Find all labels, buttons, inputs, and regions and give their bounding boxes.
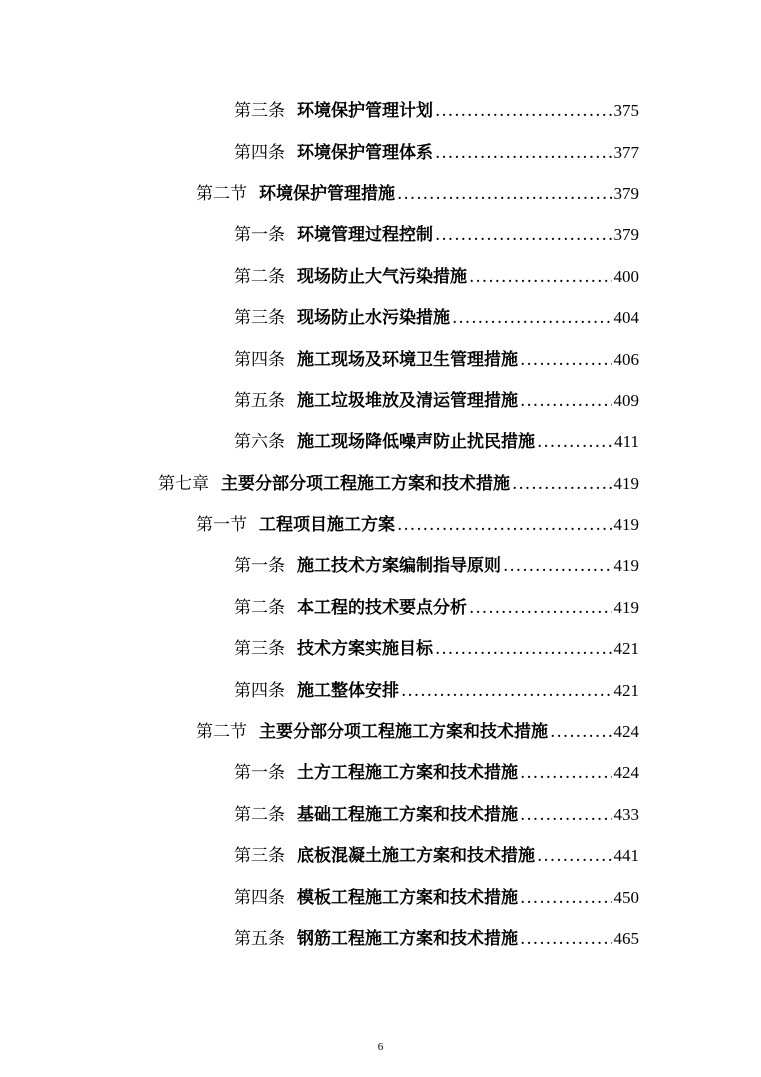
toc-entry[interactable] [0, 502, 761, 543]
toc-dot-leader [520, 763, 612, 783]
toc-entry-page: 375 [613, 101, 639, 121]
toc-entry[interactable] [0, 585, 761, 626]
toc-entry[interactable] [0, 295, 761, 336]
toc-dot-leader [520, 888, 612, 908]
toc-entry-title: 基础工程施工方案和技术措施 [297, 804, 518, 825]
toc-entry-title: 施工整体安排 [297, 680, 399, 701]
toc-entry-number: 第二条 [234, 597, 285, 618]
toc-entry[interactable] [0, 88, 761, 129]
toc-dot-leader [435, 143, 612, 163]
toc-entry[interactable] [0, 667, 761, 708]
toc-entry-page: 421 [613, 639, 639, 659]
toc-entry-title: 施工技术方案编制指导原则 [297, 556, 501, 577]
toc-entry-number: 第七章 [158, 473, 209, 494]
toc-entry[interactable] [0, 916, 761, 957]
toc-entry[interactable] [0, 212, 761, 253]
toc-entry[interactable] [0, 129, 761, 170]
toc-entry[interactable] [0, 750, 761, 791]
toc-entry-page: 411 [614, 432, 639, 452]
toc-dot-leader [435, 639, 612, 659]
toc-dot-leader [537, 432, 612, 452]
toc-entry-number: 第二节 [196, 183, 247, 204]
page-number: 6 [377, 1041, 384, 1053]
toc-entry-number: 第一条 [234, 763, 285, 784]
toc-dot-leader [520, 391, 612, 411]
toc-dot-leader [503, 556, 612, 576]
toc-entry[interactable] [0, 336, 761, 377]
toc-dot-leader [469, 267, 612, 287]
toc-entry[interactable] [0, 254, 761, 295]
toc-entry-page: 406 [613, 349, 639, 369]
toc-entry-page: 419 [613, 556, 639, 576]
toc-entry-page: 450 [613, 887, 639, 907]
toc-entry-title: 本工程的技术要点分析 [297, 597, 467, 618]
toc-entry-page: 379 [613, 183, 639, 203]
toc-entry[interactable] [0, 171, 761, 212]
toc-entry[interactable] [0, 874, 761, 915]
toc-entry-page: 419 [613, 597, 639, 617]
toc-entry-title: 施工现场及环境卫生管理措施 [297, 349, 518, 370]
toc-entry[interactable] [0, 626, 761, 667]
toc-entry-number: 第一节 [196, 515, 247, 536]
toc-entry-page: 419 [613, 473, 639, 493]
toc-entry-page: 441 [613, 846, 639, 866]
toc-entry-number: 第四条 [234, 142, 285, 163]
toc-entry-page: 424 [613, 763, 639, 783]
toc-entry-title: 环境保护管理措施 [259, 183, 395, 204]
toc-entry-number: 第五条 [234, 390, 285, 411]
toc-entry-page: 379 [613, 225, 639, 245]
toc-entry-page: 433 [613, 804, 639, 824]
toc-entry-number: 第四条 [234, 680, 285, 701]
toc-entry-title: 施工垃圾堆放及清运管理措施 [297, 390, 518, 411]
toc-dot-leader [435, 101, 612, 121]
toc-entry-page: 465 [613, 929, 639, 948]
toc-entry-title: 环境保护管理计划 [297, 101, 433, 122]
toc-entry-title: 底板混凝土施工方案和技术措施 [297, 846, 535, 867]
toc-entry-title: 主要分部分项工程施工方案和技术措施 [259, 722, 548, 743]
toc-entry-number: 第一条 [234, 556, 285, 577]
toc-entry[interactable] [0, 419, 761, 460]
toc-entry-page: 404 [613, 308, 639, 328]
toc-entry-title: 技术方案实施目标 [297, 639, 433, 660]
toc-entry-title: 主要分部分项工程施工方案和技术措施 [221, 473, 510, 494]
toc-entry[interactable] [0, 833, 761, 874]
toc-dot-leader [435, 225, 612, 245]
toc-entry-number: 第五条 [234, 929, 285, 949]
table-of-contents [0, 88, 761, 957]
toc-entry[interactable] [0, 792, 761, 833]
toc-entry-title: 模板工程施工方案和技术措施 [297, 887, 518, 908]
toc-dot-leader [537, 846, 612, 866]
toc-dot-leader [520, 929, 612, 949]
toc-dot-leader [397, 184, 612, 204]
toc-entry-number: 第三条 [234, 101, 285, 122]
toc-entry-number: 第三条 [234, 846, 285, 867]
toc-entry[interactable] [0, 543, 761, 584]
toc-entry-number: 第二节 [196, 722, 247, 743]
toc-entry-title: 土方工程施工方案和技术措施 [297, 763, 518, 784]
toc-entry-page: 424 [613, 722, 639, 742]
toc-entry-page: 419 [613, 515, 639, 535]
toc-dot-leader [550, 722, 612, 742]
toc-dot-leader [512, 474, 612, 494]
toc-entry-title: 施工现场降低噪声防止扰民措施 [297, 432, 535, 453]
toc-entry-page: 377 [613, 142, 639, 162]
toc-dot-leader [452, 308, 612, 328]
toc-entry-number: 第四条 [234, 887, 285, 908]
toc-entry-title: 环境保护管理体系 [297, 142, 433, 163]
toc-entry-title: 环境管理过程控制 [297, 225, 433, 246]
toc-dot-leader [520, 350, 612, 370]
toc-entry-page: 409 [613, 390, 639, 410]
toc-entry[interactable] [0, 378, 761, 419]
toc-entry-title: 现场防止大气污染措施 [297, 266, 467, 287]
toc-entry[interactable] [0, 709, 761, 750]
toc-entry-number: 第一条 [234, 225, 285, 246]
toc-entry-chapter[interactable] [0, 461, 761, 502]
toc-entry-number: 第二条 [234, 266, 285, 287]
toc-entry-number: 第三条 [234, 308, 285, 329]
toc-entry-page: 421 [613, 680, 639, 700]
toc-entry-page: 400 [613, 266, 639, 286]
toc-entry-title: 钢筋工程施工方案和技术措施 [297, 929, 518, 949]
toc-dot-leader [469, 598, 612, 618]
toc-entry-title: 现场防止水污染措施 [297, 308, 450, 329]
toc-entry-number: 第二条 [234, 804, 285, 825]
toc-dot-leader [397, 515, 612, 535]
toc-entry-number: 第六条 [234, 432, 285, 453]
toc-dot-leader [520, 805, 612, 825]
toc-entry-number: 第三条 [234, 639, 285, 660]
toc-dot-leader [401, 681, 612, 701]
toc-entry-number: 第四条 [234, 349, 285, 370]
toc-entry-title: 工程项目施工方案 [259, 515, 395, 536]
